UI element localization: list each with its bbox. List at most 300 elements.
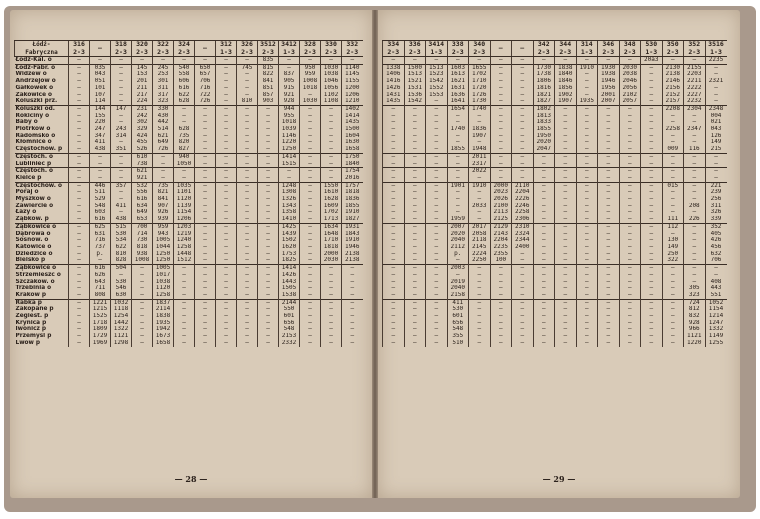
departure-time: 1910 [342, 209, 363, 216]
departure-time: — [619, 223, 641, 230]
departure-time: — [216, 299, 237, 306]
departure-time: 1155 [342, 78, 363, 85]
departure-time: — [533, 203, 555, 210]
departure-time: — [598, 333, 620, 340]
departure-time: 1938 [598, 71, 620, 78]
station-name: Łazy o [15, 209, 37, 216]
departure-time: — [321, 299, 342, 306]
left-timetable [14, 40, 363, 347]
departure-time: — [69, 85, 90, 92]
departure-time: — [258, 153, 279, 160]
departure-time: — [237, 272, 258, 279]
departure-time: — [576, 85, 598, 92]
departure-time: 1738 [533, 71, 555, 78]
departure-time: 546 [111, 285, 132, 292]
departure-time: — [512, 265, 534, 272]
departure-time: — [237, 306, 258, 313]
departure-time: — [555, 203, 577, 210]
timetable-row [383, 175, 727, 182]
departure-time: — [662, 272, 684, 279]
departure-time: — [447, 119, 469, 126]
departure-time: 835 [258, 57, 279, 65]
departure-time: — [619, 257, 641, 264]
departure-time: — [321, 313, 342, 320]
departure-time: — [576, 189, 598, 196]
timetable-row [15, 196, 363, 203]
departure-time: 1813 [533, 113, 555, 120]
departure-time: — [90, 168, 111, 175]
station-name: Poraj o [15, 189, 39, 196]
departure-time: 1655 [469, 64, 491, 71]
departure-time: — [641, 126, 663, 133]
departure-time: — [641, 92, 663, 99]
departure-time: — [321, 126, 342, 133]
timetable-row [383, 119, 727, 126]
departure-time: — [195, 203, 216, 210]
departure-time: 1258 [153, 292, 174, 299]
departure-time: — [469, 326, 491, 333]
departure-time: 144 [90, 105, 111, 112]
station-name: Gałkówek o [15, 84, 54, 91]
departure-time: 530 [447, 306, 469, 313]
departure-time: 1726 [469, 92, 491, 99]
departure-time: — [404, 257, 426, 264]
departure-time: 1008 [300, 78, 321, 85]
departure-time: 735 [174, 133, 195, 140]
departure-time: 1634 [321, 223, 342, 230]
departure-time: 1102 [321, 92, 342, 99]
departure-time: 1818 [321, 244, 342, 251]
departure-time: — [684, 272, 706, 279]
departure-time: 2102 [619, 92, 641, 99]
departure-time: 250 [662, 251, 684, 258]
departure-time: 051 [90, 78, 111, 85]
departure-time: 455 [132, 139, 153, 146]
departure-time: — [195, 306, 216, 313]
departure-time: — [705, 153, 727, 160]
departure-time: 1959 [447, 216, 469, 223]
departure-time: — [258, 326, 279, 333]
departure-time: — [662, 340, 684, 347]
departure-time: — [300, 244, 321, 251]
departure-time: 1856 [555, 85, 577, 92]
departure-time: — [490, 105, 512, 112]
departure-time: 1620 [279, 244, 300, 251]
departure-time: — [555, 209, 577, 216]
departure-time: — [619, 299, 641, 306]
departure-time: 616 [90, 265, 111, 272]
departure-time: — [237, 237, 258, 244]
departure-time: — [195, 105, 216, 112]
timetable-row [15, 209, 363, 216]
departure-time: — [598, 292, 620, 299]
departure-time: — [641, 98, 663, 105]
departure-time: — [598, 105, 620, 112]
departure-time: — [490, 92, 512, 99]
departure-time: 558 [174, 71, 195, 78]
departure-time: 621 [132, 168, 153, 175]
departure-time: — [69, 299, 90, 306]
departure-time: — [555, 189, 577, 196]
departure-time: — [447, 133, 469, 140]
departure-time: — [490, 161, 512, 168]
departure-time: — [684, 168, 706, 175]
departure-time: 610 [132, 153, 153, 160]
departure-time: 239 [705, 189, 727, 196]
departure-time: — [705, 85, 727, 92]
departure-time: — [383, 244, 405, 251]
departure-time: — [662, 161, 684, 168]
timetable-row [15, 216, 363, 223]
departure-time: 2146 [662, 78, 684, 85]
departure-time: — [69, 113, 90, 120]
departure-time: — [321, 161, 342, 168]
departure-time: 2056 [619, 85, 641, 92]
departure-time: — [641, 64, 663, 71]
departure-time: — [321, 340, 342, 347]
timetable-row [15, 299, 363, 306]
departure-time: 217 [132, 92, 153, 99]
departure-time: 1827 [533, 98, 555, 105]
departure-time: 616 [132, 196, 153, 203]
departure-time: — [69, 196, 90, 203]
departure-time: — [300, 119, 321, 126]
departure-time: 857 [258, 92, 279, 99]
departure-time: 656 [279, 320, 300, 327]
departure-time: — [469, 216, 491, 223]
departure-time: — [195, 313, 216, 320]
departure-time: 211 [132, 85, 153, 92]
departure-time: 2226 [512, 196, 534, 203]
departure-time: — [447, 168, 469, 175]
departure-time: — [576, 133, 598, 140]
departure-time: 928 [684, 320, 706, 327]
departure-time: 1836 [469, 126, 491, 133]
train-number-header: 324 2-3 [174, 41, 195, 57]
departure-time: — [576, 223, 598, 230]
departure-time: 201 [132, 78, 153, 85]
timetable-row [15, 279, 363, 286]
departure-time: — [598, 146, 620, 153]
departure-time: 1816 [533, 85, 555, 92]
departure-time: — [90, 257, 111, 264]
departure-time: 1521 [404, 78, 426, 85]
departure-time: 256 [705, 196, 727, 203]
departure-time: 2155 [684, 64, 706, 71]
departure-time: 950 [300, 64, 321, 71]
departure-time: — [598, 285, 620, 292]
station-name: Zakopane p [15, 306, 54, 313]
departure-time: — [69, 182, 90, 189]
departure-time: — [576, 139, 598, 146]
departure-time: — [216, 231, 237, 238]
departure-time: 231 [132, 105, 153, 112]
departure-time: — [258, 313, 279, 320]
departure-time: — [258, 223, 279, 230]
departure-time: — [641, 203, 663, 210]
departure-time: — [279, 175, 300, 182]
departure-time: — [342, 306, 363, 313]
departure-time: 1523 [426, 71, 448, 78]
departure-time: — [619, 168, 641, 175]
departure-time: 015 [662, 182, 684, 189]
departure-time: — [258, 113, 279, 120]
departure-time: 153 [132, 71, 153, 78]
departure-time: 1628 [321, 196, 342, 203]
timetable-row [15, 133, 363, 140]
departure-time: — [512, 139, 534, 146]
departure-time: — [533, 231, 555, 238]
departure-time: 322 [662, 257, 684, 264]
departure-time: — [576, 251, 598, 258]
departure-time: 2030 [619, 64, 641, 71]
departure-time: — [641, 113, 663, 120]
departure-time: — [383, 251, 405, 258]
departure-time: 330 [153, 105, 174, 112]
departure-time: — [404, 333, 426, 340]
departure-time: — [662, 139, 684, 146]
departure-time: — [258, 126, 279, 133]
departure-time: — [576, 119, 598, 126]
departure-time: — [195, 326, 216, 333]
departure-time: — [662, 203, 684, 210]
departure-time: — [619, 105, 641, 112]
departure-time: — [300, 237, 321, 244]
departure-time: — [258, 189, 279, 196]
departure-time: 1308 [279, 189, 300, 196]
departure-time: 504 [111, 265, 132, 272]
timetable-row [383, 340, 727, 347]
timetable-row [383, 251, 727, 258]
departure-time: 2232 [684, 98, 706, 105]
departure-time: — [576, 231, 598, 238]
departure-time: — [619, 231, 641, 238]
departure-time: — [641, 231, 663, 238]
departure-time: — [490, 168, 512, 175]
departure-time: — [69, 105, 90, 112]
departure-time: — [705, 161, 727, 168]
departure-time: 112 [662, 223, 684, 230]
departure-time: — [619, 313, 641, 320]
timetable-row [383, 64, 727, 71]
departure-time: 851 [258, 85, 279, 92]
departure-time: — [598, 57, 620, 65]
departure-time: 1154 [705, 306, 727, 313]
departure-time: 1802 [533, 105, 555, 112]
departure-time: 955 [279, 113, 300, 120]
departure-time: — [404, 119, 426, 126]
departure-time: 446 [90, 182, 111, 189]
departure-time: — [383, 326, 405, 333]
departure-time: — [598, 209, 620, 216]
departure-time: 405 [705, 231, 727, 238]
departure-time: — [512, 133, 534, 140]
departure-time: — [69, 265, 90, 272]
departure-time: — [342, 299, 363, 306]
departure-time: 1426 [383, 85, 405, 92]
departure-time: — [237, 133, 258, 140]
departure-time: — [576, 196, 598, 203]
departure-time: 1056 [321, 85, 342, 92]
departure-time: — [447, 161, 469, 168]
departure-time: 1843 [342, 231, 363, 238]
departure-time: — [469, 189, 491, 196]
departure-time: — [490, 119, 512, 126]
departure-time: 2046 [619, 78, 641, 85]
departure-time: 1052 [705, 299, 727, 306]
departure-time: 111 [662, 216, 684, 223]
departure-time: 510 [447, 340, 469, 347]
departure-time: — [258, 257, 279, 264]
departure-time: — [258, 133, 279, 140]
departure-time: 1154 [174, 209, 195, 216]
departure-time: 145 [132, 64, 153, 71]
departure-time: 314 [111, 133, 132, 140]
departure-time: — [258, 209, 279, 216]
departure-time: — [258, 182, 279, 189]
departure-time: — [342, 265, 363, 272]
departure-time: 2348 [705, 105, 727, 112]
departure-time: — [619, 182, 641, 189]
departure-time: 247 [90, 126, 111, 133]
departure-time: 1710 [469, 78, 491, 85]
departure-time: 208 [684, 203, 706, 210]
departure-time: — [216, 92, 237, 99]
left-page [10, 10, 372, 498]
departure-time: 301 [153, 78, 174, 85]
station-name: Szczakow. o [15, 278, 55, 285]
departure-time: 526 [132, 146, 153, 153]
departure-time: — [533, 306, 555, 313]
departure-time: 837 [279, 71, 300, 78]
departure-time: — [237, 292, 258, 299]
departure-time: — [383, 306, 405, 313]
departure-time: — [512, 119, 534, 126]
timetable-row [15, 64, 363, 71]
departure-time: 1956 [598, 85, 620, 92]
departure-time: 1513 [426, 64, 448, 71]
departure-time: — [598, 251, 620, 258]
departure-time: 921 [279, 92, 300, 99]
departure-time: — [619, 175, 641, 182]
departure-time: 530 [111, 279, 132, 286]
timetable-row [15, 203, 363, 210]
departure-time: — [404, 251, 426, 258]
departure-time: — [383, 57, 405, 65]
departure-time: — [533, 313, 555, 320]
departure-time: — [237, 244, 258, 251]
departure-time: — [383, 313, 405, 320]
train-number-header: 318 2-3 [111, 41, 132, 57]
departure-time: 438 [90, 146, 111, 153]
train-number-header: — [195, 41, 216, 57]
departure-time: — [216, 146, 237, 153]
departure-time: 2017 [469, 223, 491, 230]
departure-time: 1030 [321, 64, 342, 71]
departure-time: — [426, 161, 448, 168]
departure-time: 2138 [662, 71, 684, 78]
departure-time: — [216, 64, 237, 71]
departure-time: — [576, 279, 598, 286]
departure-time: 1604 [342, 133, 363, 140]
timetable-row [15, 320, 363, 327]
departure-time: — [619, 216, 641, 223]
departure-time: — [447, 257, 469, 264]
departure-time: 631 [90, 231, 111, 238]
departure-time: 2156 [662, 85, 684, 92]
departure-time: — [237, 119, 258, 126]
departure-time: 114 [90, 98, 111, 105]
departure-time: — [195, 340, 216, 347]
departure-time: 2321 [705, 78, 727, 85]
departure-time: — [619, 133, 641, 140]
departure-time: — [555, 306, 577, 313]
departure-time: — [662, 299, 684, 306]
departure-time: — [174, 113, 195, 120]
departure-time: 1525 [90, 313, 111, 320]
departure-time: — [216, 113, 237, 120]
departure-time: 305 [684, 285, 706, 292]
departure-time: — [258, 119, 279, 126]
departure-time: 940 [174, 153, 195, 160]
departure-time: — [598, 326, 620, 333]
departure-time: 1827 [342, 216, 363, 223]
timetable-row [383, 85, 727, 92]
departure-time: — [619, 292, 641, 299]
departure-time: — [512, 292, 534, 299]
departure-time: — [153, 168, 174, 175]
departure-time: — [404, 237, 426, 244]
departure-time: — [576, 216, 598, 223]
departure-time: — [383, 265, 405, 272]
departure-time: — [404, 146, 426, 153]
departure-time: — [90, 57, 111, 65]
departure-time: 1855 [342, 203, 363, 210]
departure-time: — [576, 306, 598, 313]
departure-time: — [555, 313, 577, 320]
departure-time: — [69, 64, 90, 71]
departure-time: — [684, 209, 706, 216]
departure-time: — [533, 209, 555, 216]
departure-time: — [684, 237, 706, 244]
departure-time: 043 [90, 71, 111, 78]
departure-time: — [533, 189, 555, 196]
departure-time: — [321, 306, 342, 313]
departure-time: 515 [111, 223, 132, 230]
departure-time: — [533, 223, 555, 230]
departure-time: — [258, 265, 279, 272]
departure-time: — [533, 175, 555, 182]
timetable-row [15, 182, 363, 189]
station-name: Częstoch. o [15, 168, 69, 175]
departure-time: — [533, 326, 555, 333]
departure-time: — [300, 231, 321, 238]
departure-time: — [426, 237, 448, 244]
departure-time: 939 [153, 216, 174, 223]
departure-time: 2344 [512, 237, 534, 244]
departure-time: 966 [684, 326, 706, 333]
timetable-row [383, 105, 727, 112]
departure-time: 621 [153, 133, 174, 140]
timetable-row [15, 105, 363, 112]
departure-time: — [641, 257, 663, 264]
departure-time: — [174, 340, 195, 347]
departure-time: 2204 [490, 237, 512, 244]
departure-time: — [576, 57, 598, 65]
departure-time: 100 [490, 257, 512, 264]
departure-time: 2235 [705, 57, 727, 65]
departure-time: — [662, 113, 684, 120]
